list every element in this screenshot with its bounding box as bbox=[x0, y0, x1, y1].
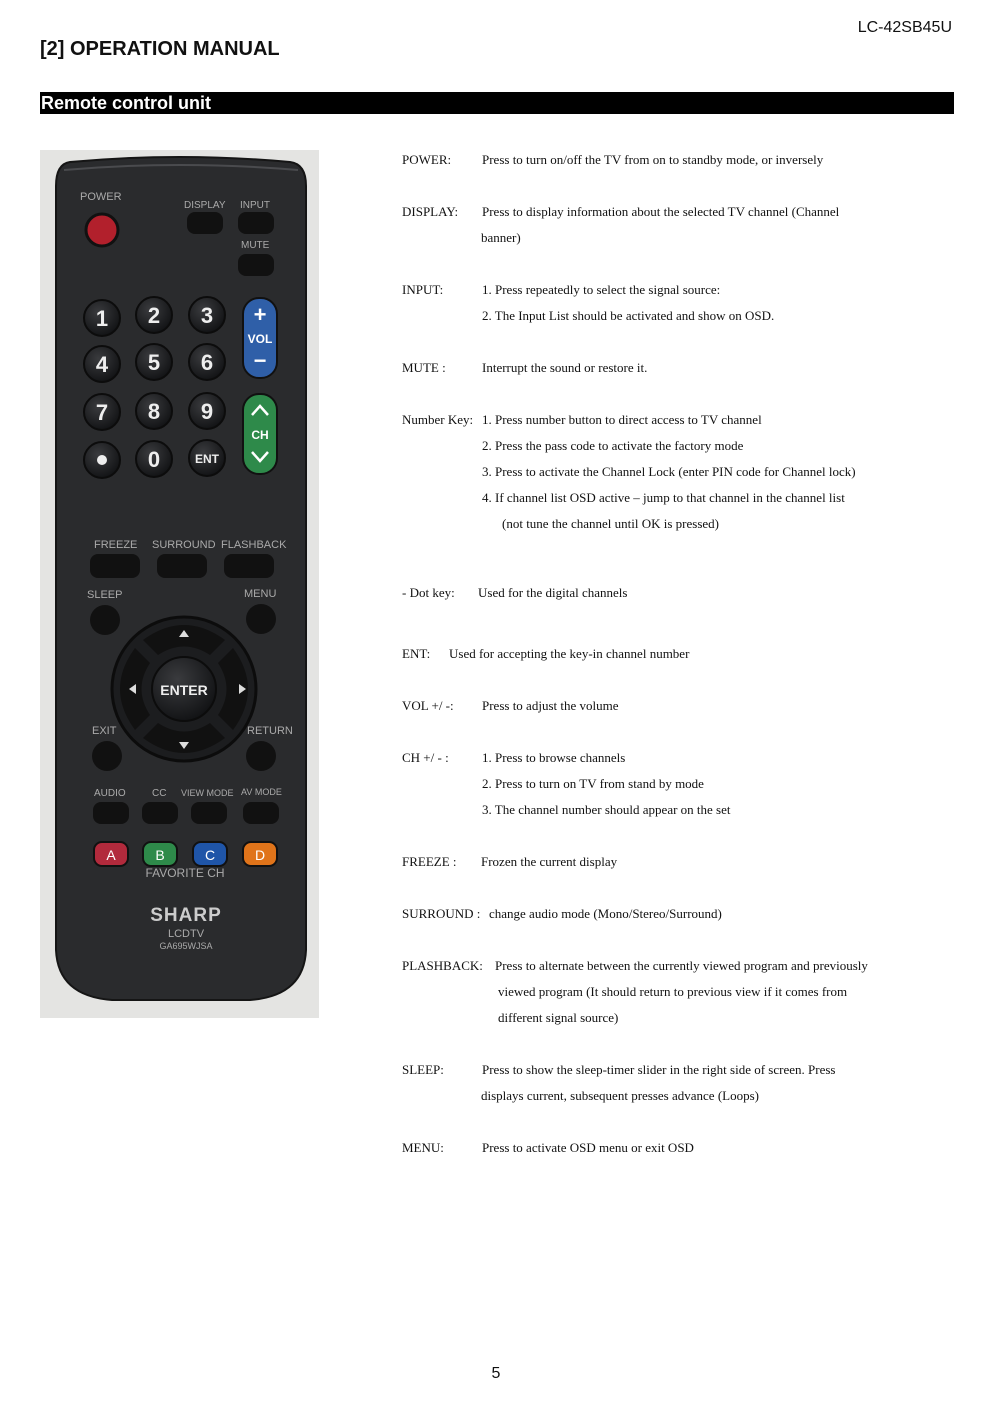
digit-8-label: 8 bbox=[147, 399, 161, 424]
c-key-label: C bbox=[204, 847, 216, 863]
display-button[interactable] bbox=[187, 212, 223, 234]
freeze-key-label: FREEZE bbox=[94, 539, 138, 551]
flashback-button[interactable] bbox=[224, 554, 274, 578]
vol-plus-icon: + bbox=[253, 302, 267, 327]
desc-line: change audio mode (Mono/Stereo/Surround) bbox=[489, 906, 722, 921]
input-key-label: INPUT bbox=[240, 200, 270, 211]
desc-line: 4. If channel list OSD active – jump to that channel in the channel list bbox=[482, 490, 845, 505]
desc-label: FREEZE : bbox=[402, 854, 457, 869]
menu-key-label: MENU bbox=[244, 588, 277, 600]
digit-3-label: 3 bbox=[200, 303, 214, 328]
sleep-key-label: SLEEP bbox=[87, 589, 123, 601]
desc-line: Press to adjust the volume bbox=[482, 698, 619, 713]
ent-key-label: ENT bbox=[195, 452, 219, 466]
desc-label: MUTE : bbox=[402, 360, 446, 375]
desc-label: POWER: bbox=[402, 152, 452, 167]
av-mode-key-label: AV MODE bbox=[241, 787, 282, 797]
desc-line: 2. Press to turn on TV from stand by mode bbox=[482, 776, 704, 791]
desc-label: SURROUND : bbox=[402, 906, 481, 921]
enter-key-label: ENTER bbox=[160, 682, 208, 698]
section-title: Remote control unit bbox=[41, 93, 211, 113]
remote-model-code: GA695WJSA bbox=[159, 941, 213, 951]
audio-button[interactable] bbox=[93, 802, 129, 824]
digit-9-label: 9 bbox=[200, 399, 214, 424]
desc-line: 1. Press number button to direct access to TV channel bbox=[482, 412, 762, 427]
dot-icon bbox=[97, 455, 107, 465]
desc-label: - Dot key: bbox=[402, 585, 455, 600]
desc-line: displays current, subsequent presses advance (Loops) bbox=[481, 1088, 759, 1103]
mute-button[interactable] bbox=[238, 254, 274, 276]
exit-key-label: EXIT bbox=[92, 725, 117, 737]
desc-line: Press to activate OSD menu or exit OSD bbox=[482, 1140, 694, 1155]
power-button[interactable] bbox=[86, 214, 118, 246]
desc-line: 3. The channel number should appear on the set bbox=[482, 802, 731, 817]
desc-line: 3. Press to activate the Channel Lock (enter PIN code for Channel lock) bbox=[482, 464, 856, 479]
input-button[interactable] bbox=[238, 212, 274, 234]
desc-line: 1. Press repeatedly to select the signal source: bbox=[482, 282, 721, 297]
exit-button[interactable] bbox=[92, 741, 122, 771]
desc-line: Used for the digital channels bbox=[478, 585, 628, 600]
b-key-label: B bbox=[155, 847, 165, 863]
desc-label: PLASHBACK: bbox=[402, 958, 483, 973]
desc-line: banner) bbox=[481, 230, 521, 245]
desc-line: Used for accepting the key-in channel number bbox=[449, 646, 690, 661]
desc-line: different signal source) bbox=[498, 1010, 619, 1025]
desc-line: Press to alternate between the currently viewed program and previously bbox=[495, 958, 868, 973]
digit-4-label: 4 bbox=[95, 352, 109, 377]
audio-key-label: AUDIO bbox=[94, 788, 126, 799]
desc-label: CH +/ - : bbox=[402, 750, 449, 765]
desc-line: Press to turn on/off the TV from on to standby mode, or inversely bbox=[482, 152, 824, 167]
desc-label: Number Key: bbox=[402, 412, 474, 427]
favorite-ch-label: FAVORITE CH bbox=[145, 866, 225, 880]
freeze-button[interactable] bbox=[90, 554, 140, 578]
flashback-key-label: FLASHBACK bbox=[221, 539, 287, 551]
mute-key-label: MUTE bbox=[241, 240, 270, 251]
av-mode-button[interactable] bbox=[243, 802, 279, 824]
lcdtv-label: LCDTV bbox=[167, 928, 205, 940]
digit-0-label: 0 bbox=[147, 447, 161, 472]
model-number: LC-42SB45U bbox=[857, 19, 952, 36]
desc-line: Frozen the current display bbox=[481, 854, 618, 869]
desc-line: 1. Press to browse channels bbox=[482, 750, 626, 765]
desc-line: Interrupt the sound or restore it. bbox=[482, 360, 648, 375]
desc-line: 2. The Input List should be activated and show on OSD. bbox=[482, 308, 775, 323]
desc-line: Press to show the sleep-timer slider in the right side of screen. Press bbox=[482, 1062, 836, 1077]
remote-control-photo bbox=[40, 150, 319, 1018]
display-key-label: DISPLAY bbox=[184, 200, 226, 211]
desc-label: ENT: bbox=[402, 646, 431, 661]
sleep-button[interactable] bbox=[90, 605, 120, 635]
d-key-label: D bbox=[254, 847, 266, 863]
digit-6-label: 6 bbox=[200, 350, 214, 375]
cc-button[interactable] bbox=[142, 802, 178, 824]
digit-2-label: 2 bbox=[147, 303, 161, 328]
desc-label: VOL +/ -: bbox=[402, 698, 454, 713]
digit-1-label: 1 bbox=[95, 306, 109, 331]
return-key-label: RETURN bbox=[247, 725, 293, 737]
ch-key-label: CH bbox=[251, 428, 269, 442]
surround-key-label: SURROUND bbox=[152, 539, 216, 551]
desc-label: MENU: bbox=[402, 1140, 444, 1155]
power-key-label: POWER bbox=[80, 191, 122, 203]
a-key-label: A bbox=[106, 847, 116, 863]
desc-line: (not tune the channel until OK is pressed) bbox=[502, 516, 719, 531]
view-mode-key-label: VIEW MODE bbox=[181, 788, 234, 798]
view-mode-button[interactable] bbox=[191, 802, 227, 824]
surround-button[interactable] bbox=[157, 554, 207, 578]
manual-title: [2] OPERATION MANUAL bbox=[40, 38, 280, 60]
page-number: 5 bbox=[491, 1365, 501, 1382]
section-header-bar bbox=[40, 92, 954, 114]
desc-line: Press to display information about the selected TV channel (Channel bbox=[482, 204, 840, 219]
digit-7-label: 7 bbox=[95, 400, 109, 425]
return-button[interactable] bbox=[246, 741, 276, 771]
vol-minus-icon: − bbox=[253, 348, 267, 373]
cc-key-label: CC bbox=[152, 788, 167, 799]
desc-line: viewed program (It should return to previous view if it comes from bbox=[498, 984, 848, 999]
brand-logo: SHARP bbox=[150, 905, 222, 926]
desc-label: INPUT: bbox=[402, 282, 444, 297]
vol-key-label: VOL bbox=[247, 332, 273, 346]
desc-label: SLEEP: bbox=[402, 1062, 444, 1077]
desc-line: 2. Press the pass code to activate the factory mode bbox=[482, 438, 744, 453]
digit-5-label: 5 bbox=[147, 350, 161, 375]
menu-button[interactable] bbox=[246, 604, 276, 634]
desc-label: DISPLAY: bbox=[402, 204, 459, 219]
